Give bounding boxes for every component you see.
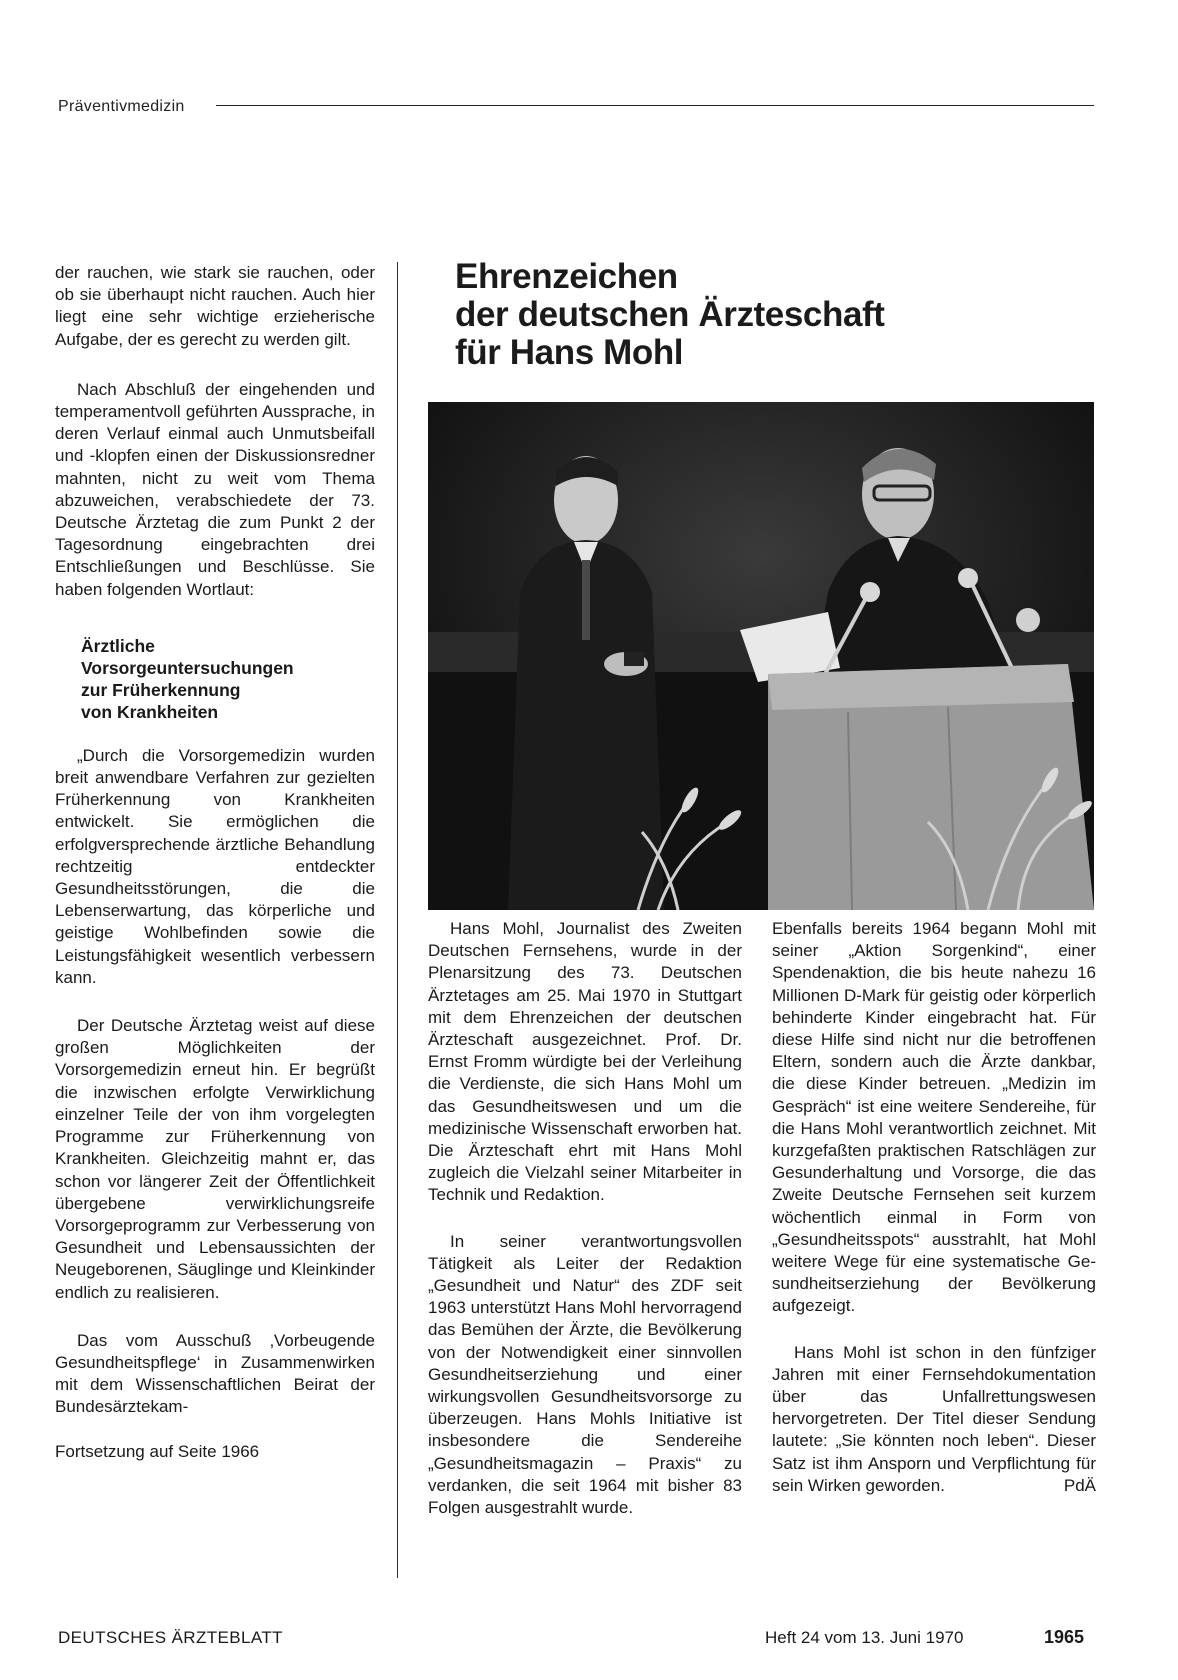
headline-line-3: für Hans Mohl <box>455 333 684 372</box>
headline-line-2: der deutschen Ärzteschaft <box>455 295 885 334</box>
article-column-middle <box>428 918 742 1519</box>
publication-name: DEUTSCHES ÄRZTEBLATT <box>58 1628 283 1647</box>
left-paragraph-4: Der Deutsche Ärztetag weist auf diese großen Möglichkeiten der Vorsorgemedizin erneut hin. Er begrüßt die inzwischen erfolgte Verwirklichung einzelner Teile der von ihm vorgelegten Programme zur Früherkennung von Krankheiten. Gleichzeitig mahnt er, das schon vor längerer Zeit der Öffentlichkeit übergebene verwirklichungsreife Vorsorgeprogramm zur Verbesserung von Gesundheit und Lebensaussichten der Neugeborenen, Säuglinge und Kleinkinder endlich zu realisieren. <box>55 1016 375 1302</box>
photo-illustration <box>428 402 1094 910</box>
article-paragraph-1: Hans Mohl, Journalist des Zweiten Deutschen Fernsehens, wurde in der Plenarsitzung des 73. Deutschen Ärztetages am 25. Mai 1970 in Stuttgart mit dem Ehrenzeichen der deutschen Ärzteschaft ausgezeichnet. Prof. Dr. Ernst Fromm würdigte bei der Verleihung die Verdienste, die sich Hans Mohl um das Gesundheitswesen und um die medizinische Wissenschaft erworben hat. Die Ärzteschaft ehrt mit Hans Mohl zugleich die Vielzahl seiner Mitarbeiter in Technik und Redaktion. <box>428 919 742 1205</box>
award-ceremony-photo <box>428 402 1094 910</box>
issue-date: Heft 24 vom 13. Juni 1970 <box>765 1628 964 1647</box>
resolution-heading-line-3: zur Früherkennung <box>81 679 241 700</box>
left-paragraph-3: „Durch die Vorsorgemedizin wurden breit anwendbare Verfahren zur gezielten Früherkennung von Krankheiten entwickelt. Sie ermöglichen die erfolgversprechende ärztliche Behandlung rechtzeitig entdeckter Gesundheitsstörungen, die die Lebenserwartung, das körperliche und geistige Wohlbefinden sowie die Leistungsfähigkeit wesentlich verbessern kann. <box>55 745 375 987</box>
article-paragraph-4-text: Hans Mohl ist schon in den fünfziger Jahren mit einer Fernsehdokumentation über das Unfallrettungswesen hervorgetreten. Der Titel dieser Sendung lautete: „Sie könnten noch leben“. Dieser Satz ist ihm Ansporn und Verpflichtung für sein Wirken geworden. <box>772 1342 1096 1495</box>
article-paragraph-2: In seiner verantwortungsvollen Tätigkeit als Leiter der Redaktion „Gesundheit und Natur“ des ZDF seit 1963 unterstützt Hans Mohl hervorragend das Bemühen der Ärzte, die Bevölkerung von der Notwendigkeit einer sinnvollen Gesundheitserziehung und einer wirkungsvollen Gesundheitsvorsorge zu überzeugen. Hans Mohls Initiative ist insbesondere die Sendereihe „Gesundheitsmagazin – Praxis“ zu verdanken, die seit 1964 mit bisher 83 Folgen ausgestrahlt wurde. <box>428 1231 742 1518</box>
resolution-heading-line-4: von Krankheiten <box>81 701 219 722</box>
column-divider <box>397 262 398 1578</box>
author-signature: PdÄ <box>1063 1475 1096 1495</box>
left-paragraph-5: Das vom Ausschuß ‚Vorbeugende Gesundheitspflege‘ in Zusammenwirken mit dem Wissenschaftlichen Beirat der Bundesärztekam- <box>55 1330 375 1417</box>
left-paragraph-2: Nach Abschluß der eingehenden und temperamentvoll geführten Aussprache, in deren Verlauf einmal auch Unmutsbeifall und -klopfen einen der Diskussionsredner mahnten, nicht zu weit vom Thema abzuweichen, verabschiedete der 73. Deutsche Ärztetag die zum Punkt 2 der Tagesordnung eingebrachten drei Entschließungen und Beschlüsse. Sie haben folgenden Wortlaut: <box>55 379 375 599</box>
resolution-heading-line-2: Vorsorgeuntersuchungen <box>81 657 294 678</box>
page-number: 1965 <box>1044 1627 1085 1647</box>
left-column <box>55 262 375 1463</box>
article-headline <box>455 258 1095 372</box>
article-paragraph-3: Ebenfalls bereits 1964 begann Mohl mit seiner „Aktion Sorgenkind“, einer Spendenaktion, die bis heute nahezu 16 Millionen D-Mark für geistig oder körperlich behinderte Kinder eingebracht hat. Für diese Hilfe sind nicht nur die betroffenen Eltern, sondern auch die Ärzte dankbar, die diese Kinder betreuen. „Medizin im Gespräch“ ist eine weitere Sendereihe, für die Hans Mohl verantwortlich zeichnet. Mit kurzgefaßten praktischen Ratschlägen zur Gesunderhaltung und Vorsorge, die das Zweite Deutsche Fernsehen seit kurzem wöchentlich einmal in Form von „Gesundheitsspots“ ausstrahlt, hat Mohl weitere Wege für eine systematische Gesundheitserziehung der Bevölkerung aufgezeigt. <box>772 919 1096 1316</box>
resolution-heading <box>81 635 375 723</box>
section-label: Präventivmedizin <box>58 98 185 115</box>
left-paragraph-1: der rauchen, wie stark sie rauchen, oder ob sie überhaupt nicht rauchen. Auch hier liegt eine sehr wichtige erzieherische Aufgabe, der es gerecht zu werden gilt. <box>55 263 375 349</box>
continued-note: Fortsetzung auf Seite 1966 <box>55 1441 260 1461</box>
article-column-right <box>772 918 1096 1497</box>
article-paragraph-4 <box>772 1342 1096 1497</box>
resolution-heading-line-1: Ärztliche <box>81 635 155 656</box>
section-rule <box>216 105 1094 106</box>
headline-line-1: Ehrenzeichen <box>455 257 678 296</box>
